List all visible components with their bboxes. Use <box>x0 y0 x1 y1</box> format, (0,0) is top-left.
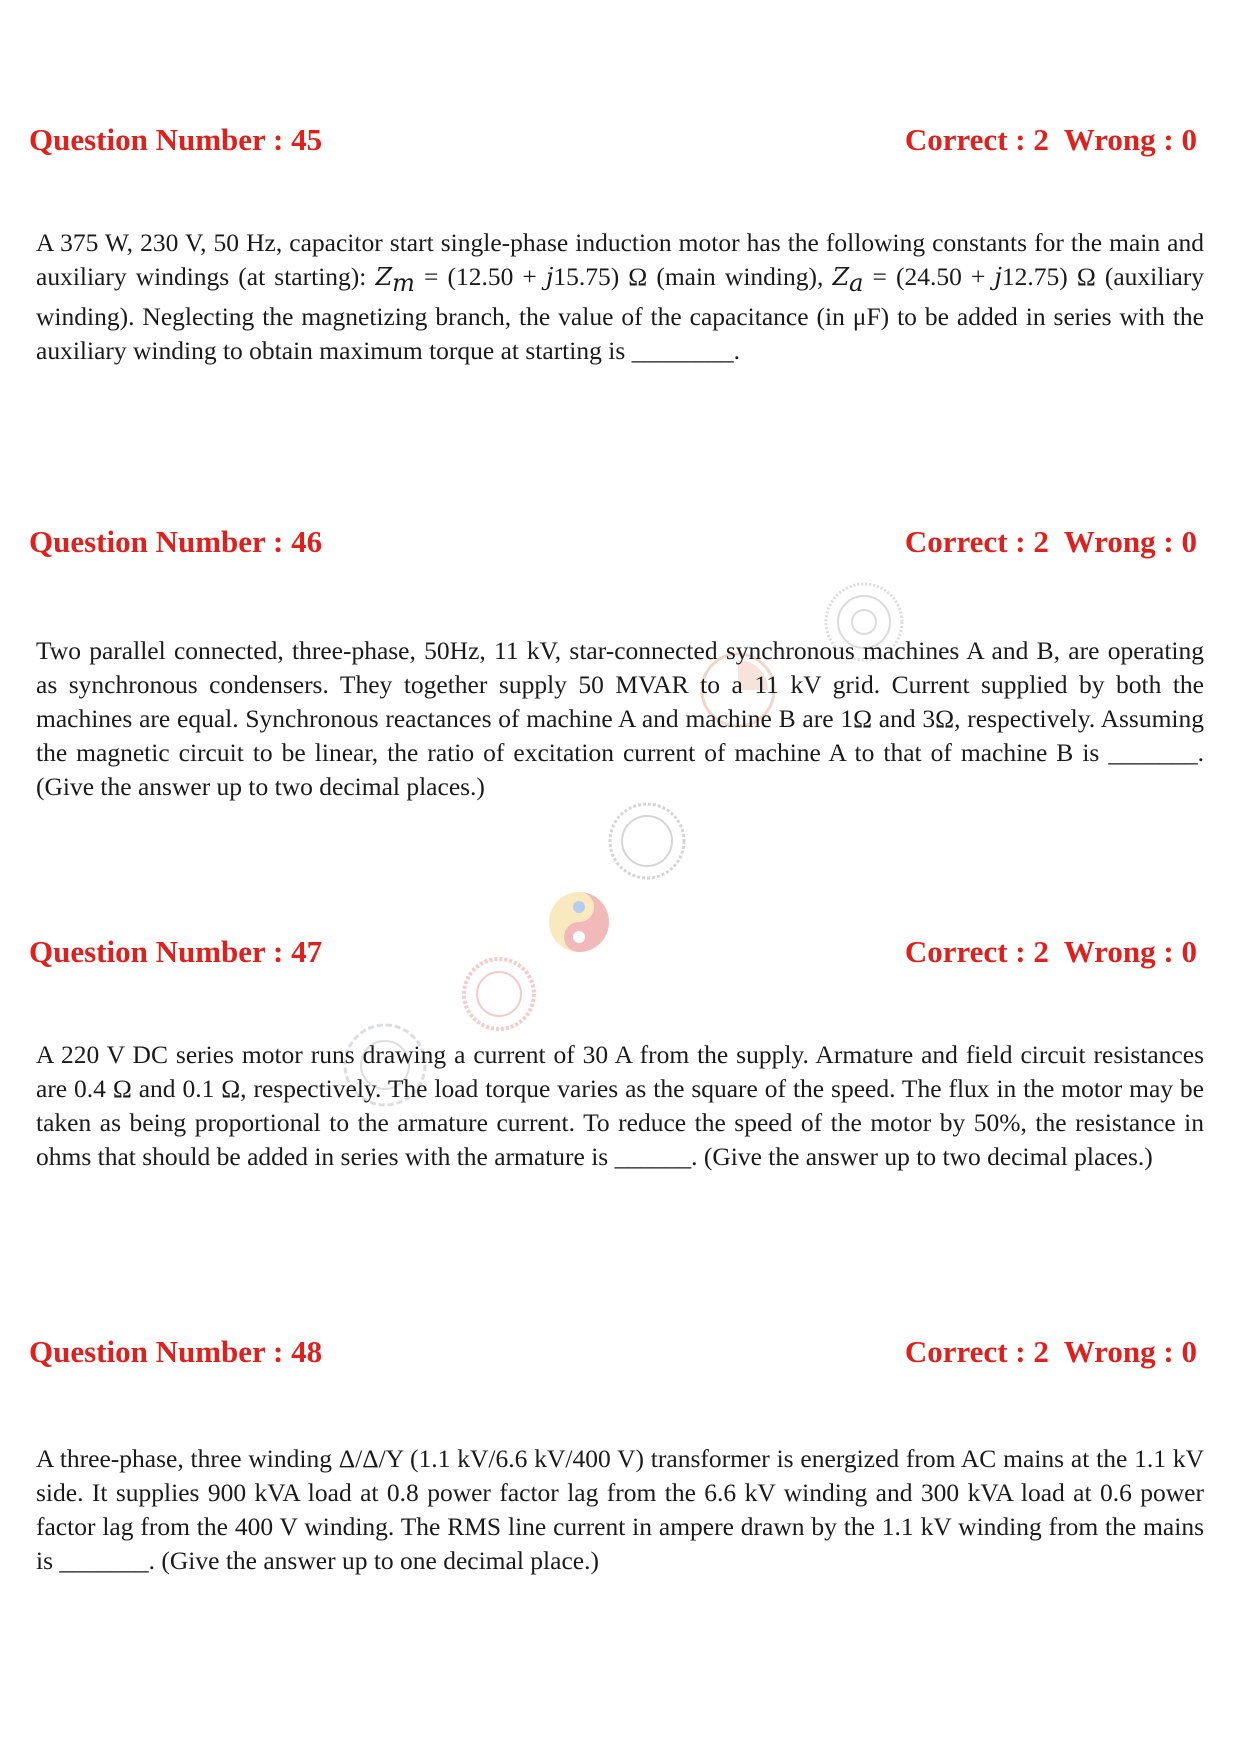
question-text: A 220 V DC series motor runs drawing a current of 30 A from the supply. Armature and field circuit resistances are 0.4 Ω and 0.1 Ω, respectively. The load torque varies as the square of the speed. The flux in the motor may be taken as being proportional to the armature current. To reduce the speed of the motor by 50%, the resistance in ohms that should be added in series with the armature is ______. (Give the answer up to two decimal places.) <box>36 1040 1204 1171</box>
question-text: Two parallel connected, three-phase, 50Hz, 11 kV, star-connected synchronous machines A and B, are operating as synchronous condensers. They together supply 50 MVAR to a 11 kV grid. Current supplied by both the machines are equal. Synchronous reactances of machine A and machine B are 1Ω and 3Ω, respectively. Assuming the magnetic circuit to be linear, the ratio of excitation current of machine A to that of machine B is _______. (Give the answer up to two decimal places.) <box>36 636 1204 801</box>
correct-marks: Correct : 2 <box>904 122 1049 157</box>
score-info <box>905 934 1197 970</box>
correct-marks: Correct : 2 <box>904 524 1049 559</box>
question-number: Question Number : 47 <box>29 934 323 969</box>
correct-marks: Correct : 2 <box>904 1334 1049 1369</box>
question-header <box>29 122 1197 158</box>
question-text: A 375 W, 230 V, 50 Hz, capacitor start single-phase induction motor has the following constants for the main and auxiliary windings (at starting): $Z_m = (12.50 + j15.75)$ Ω (main winding), $Z_a = (24.50 + j12.75)$ Ω (auxiliary winding). Neglecting the magnetizing branch, the value of the capacitance (in μF) to be added in series with the auxiliary winding to obtain maximum torque at starting is ________. <box>36 228 1204 366</box>
question-header <box>29 1334 1197 1370</box>
question-text: A three-phase, three winding Δ/Δ/Y (1.1 kV/6.6 kV/400 V) transformer is energized from AC mains at the 1.1 kV side. It supplies 900 kVA load at 0.8 power factor lag from the 6.6 kV winding and 300 kVA load at 0.6 power factor lag from the 400 V winding. The RMS line current in ampere drawn by the 1.1 kV winding from the mains is _______. (Give the answer up to one decimal place.) <box>36 1444 1204 1575</box>
question-number: Question Number : 48 <box>29 1334 323 1369</box>
question-number: Question Number : 45 <box>29 122 323 157</box>
wrong-marks: Wrong : 0 <box>1063 122 1197 157</box>
question-header <box>29 524 1197 560</box>
score-info <box>905 1334 1197 1370</box>
wrong-marks: Wrong : 0 <box>1063 1334 1197 1369</box>
wrong-marks: Wrong : 0 <box>1063 934 1197 969</box>
score-info <box>905 524 1197 560</box>
score-info <box>905 122 1197 158</box>
watermark-seal-icon <box>606 800 688 882</box>
question-number: Question Number : 46 <box>29 524 323 559</box>
correct-marks: Correct : 2 <box>904 934 1049 969</box>
question-header <box>29 934 1197 970</box>
wrong-marks: Wrong : 0 <box>1063 524 1197 559</box>
